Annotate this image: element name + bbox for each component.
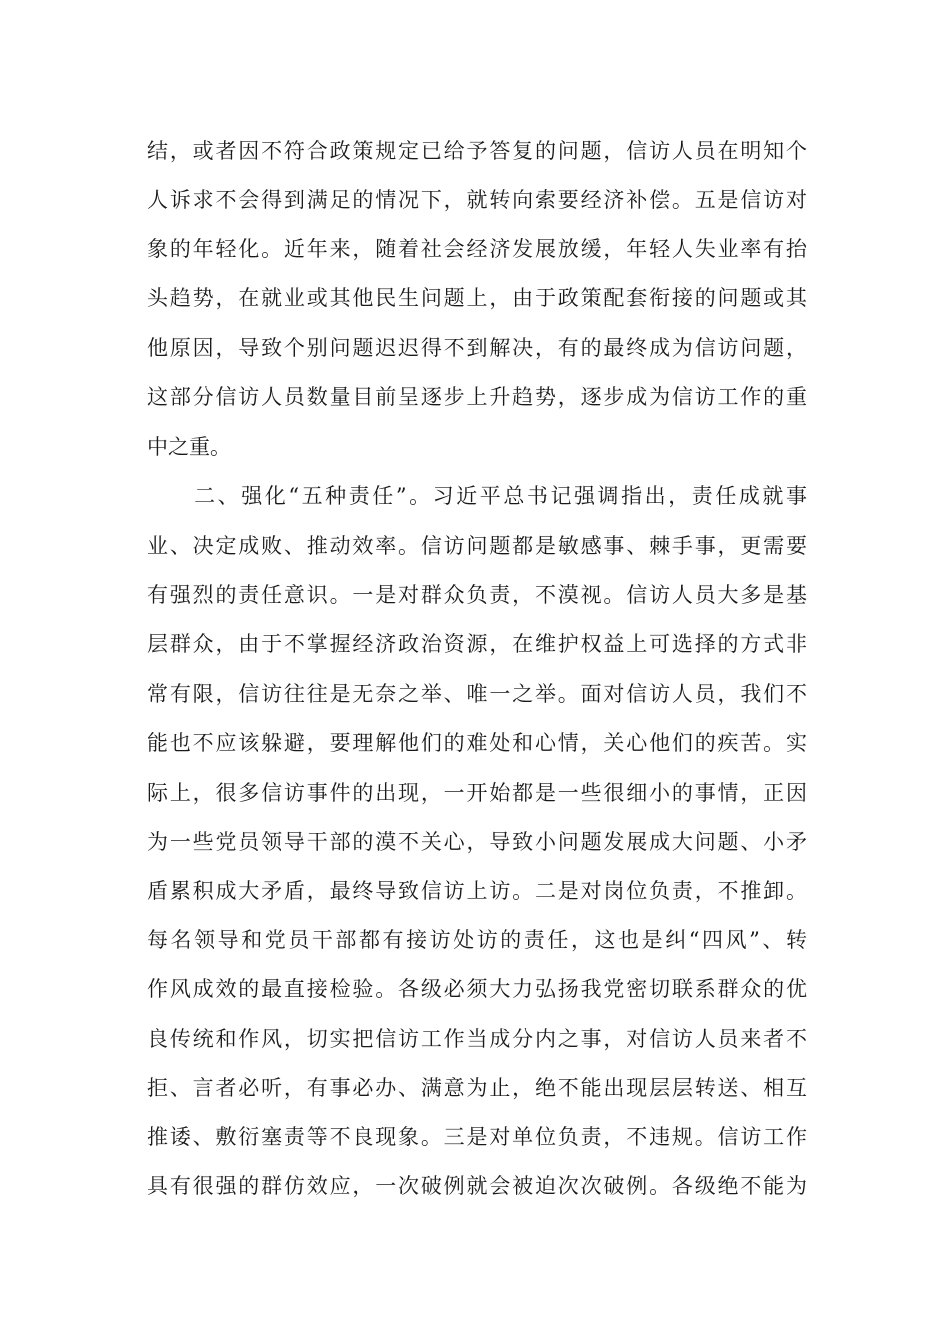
text-line: 二、强化“五种责任”。习近平总书记强调指出，责任成就事 <box>147 484 807 508</box>
text-line: 有强烈的责任意识。一是对群众负责，不漠视。信访人员大多是基 <box>147 583 807 607</box>
text-line: 推诿、敷衍塞责等不良现象。三是对单位负责，不违规。信访工作 <box>147 1125 807 1149</box>
text-line: 每名领导和党员干部都有接访处访的责任，这也是纠“四风”、转 <box>147 928 807 952</box>
text-line: 具有很强的群仿效应，一次破例就会被迫次次破例。各级绝不能为 <box>147 1174 807 1198</box>
text-line: 良传统和作风，切实把信访工作当成分内之事，对信访人员来者不 <box>147 1027 807 1051</box>
text-line: 他原因，导致个别问题迟迟得不到解决，有的最终成为信访问题， <box>147 336 807 360</box>
text-line: 层群众，由于不掌握经济政治资源，在维护权益上可选择的方式非 <box>147 632 807 656</box>
text-line: 头趋势，在就业或其他民生问题上，由于政策配套衔接的问题或其 <box>147 286 807 310</box>
text-line: 拒、言者必听，有事必办、满意为止，绝不能出现层层转送、相互 <box>147 1076 807 1100</box>
text-line: 业、决定成败、推动效率。信访问题都是敏感事、棘手事，更需要 <box>147 534 807 558</box>
text-line: 常有限，信访往往是无奈之举、唯一之举。面对信访人员，我们不 <box>147 682 807 706</box>
text-line: 这部分信访人员数量目前呈逐步上升趋势，逐步成为信访工作的重 <box>147 385 807 409</box>
text-line: 能也不应该躲避，要理解他们的难处和心情，关心他们的疾苦。实 <box>147 731 807 755</box>
text-line: 为一些党员领导干部的漠不关心，导致小问题发展成大问题、小矛 <box>147 830 807 854</box>
text-line: 结，或者因不符合政策规定已给予答复的问题，信访人员在明知个 <box>147 139 807 163</box>
text-line: 中之重。 <box>147 435 231 459</box>
text-line: 际上，很多信访事件的出现，一开始都是一些很细小的事情，正因 <box>147 781 807 805</box>
text-line: 象的年轻化。近年来，随着社会经济发展放缓，年轻人失业率有抬 <box>147 237 807 261</box>
text-line: 盾累积成大矛盾，最终导致信访上访。二是对岗位负责，不推卸。 <box>147 879 807 903</box>
text-line: 人诉求不会得到满足的情况下，就转向索要经济补偿。五是信访对 <box>147 188 807 212</box>
text-line: 作风成效的最直接检验。各级必须大力弘扬我党密切联系群众的优 <box>147 977 807 1001</box>
